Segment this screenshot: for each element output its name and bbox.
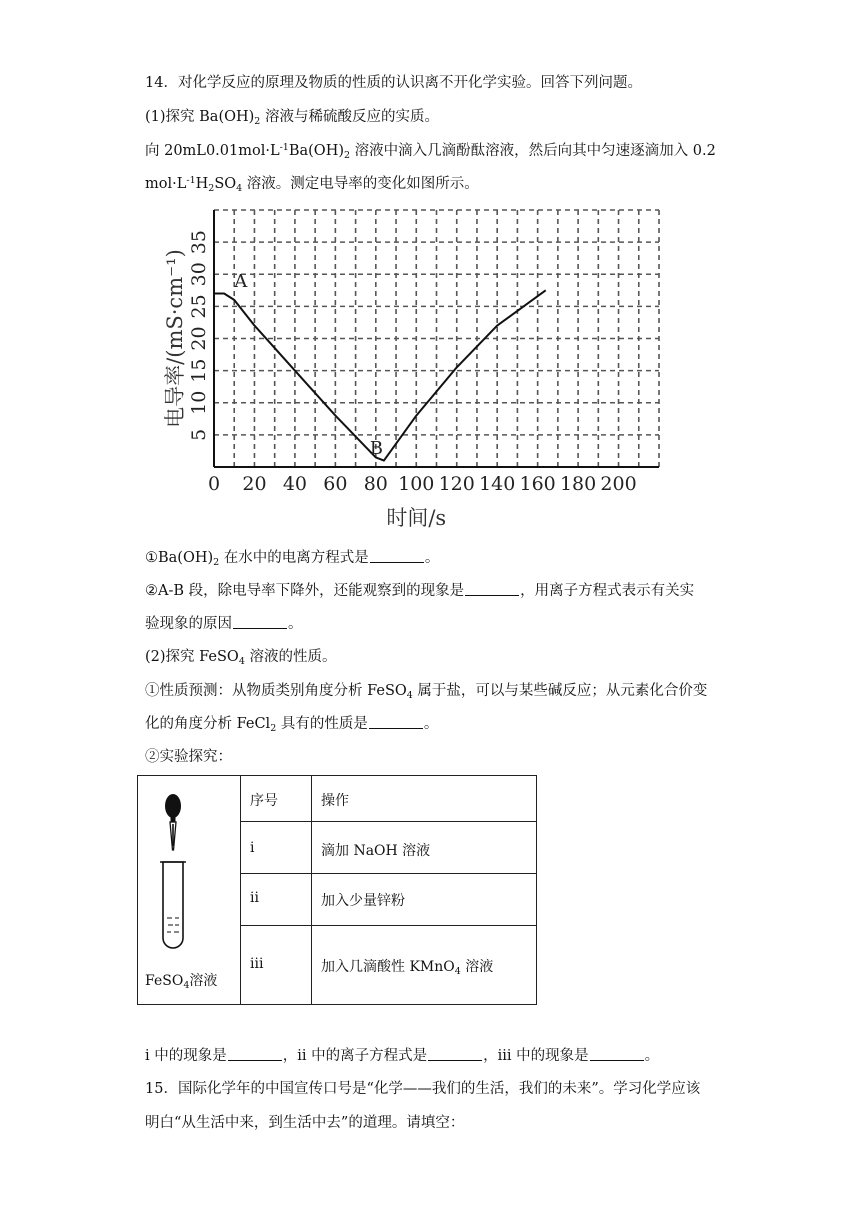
part1-description-line1: 向 $20mL0.01mol\cdot L^{-1}Ba(OH)_2$ 溶液中滴入几滴酚酞溶液，然后向其中匀速逐滴加入 0.2	[145, 142, 716, 161]
part2-sub1-line2: 化的角度分析 FeCl$_2$ 具有的性质是 。	[145, 716, 439, 734]
q15-line2: 明白“从生活中来，到生活中去”的道理。请填空：	[145, 1115, 465, 1131]
answer-blank[interactable]	[590, 1048, 644, 1061]
part2-heading: (2)探究 FeSO$_4$ 溶液的性质。	[145, 649, 337, 667]
apparatus-cell	[138, 776, 241, 1005]
row-index: iii	[241, 926, 312, 1005]
experiment-table	[137, 775, 537, 1005]
dropper-and-test-tube-icon	[152, 788, 212, 968]
part1-description-line2: $mol\cdot L^{-1}H_2SO_4$ 溶液。测定电导率的变化如图所示。	[145, 175, 479, 194]
row-operation: 加入少量锌粉	[312, 874, 537, 926]
y-tick-label: 25	[188, 294, 210, 319]
answer-blank[interactable]	[369, 716, 423, 729]
x-tick-label: 100	[398, 473, 435, 495]
row-index: ii	[241, 874, 312, 926]
answer-blank[interactable]	[228, 1048, 282, 1061]
part1-sub2-line1: ②A-B 段，除电导率下降外，还能观察到的现象是 ，用离子方程式表示有关实	[145, 583, 695, 599]
y-tick-label: 30	[188, 262, 210, 287]
table-header-index: 序号	[241, 776, 312, 822]
x-tick-label: 180	[559, 473, 597, 495]
conductivity-chart	[150, 200, 690, 540]
part1-sub1: $①Ba(OH)_2$ 在水中的电离方程式是 。	[145, 550, 440, 568]
x-tick-label: 40	[282, 473, 308, 495]
y-tick-label: 15	[188, 358, 210, 383]
row-operation: 滴加 NaOH 溶液	[312, 822, 537, 874]
x-tick-label: 120	[438, 473, 475, 495]
table-header-operation: 操作	[312, 776, 537, 822]
x-tick-label: 80	[363, 473, 388, 495]
point-label-B: B	[369, 438, 383, 460]
part2-answers: i 中的现象是 ，ii 中的离子方程式是 ，iii 中的现象是 。	[145, 1048, 660, 1064]
part1-heading: (1)探究 $Ba(OH)_2$ 溶液与稀硫酸反应的实质。	[145, 109, 439, 127]
y-axis-title: 电导率/(mS·cm⁻¹)	[163, 249, 187, 428]
row-operation: 加入几滴酸性 KMnO$_4$ 溶液	[312, 926, 537, 1005]
x-tick-label: 140	[479, 473, 516, 495]
q15-line1: 15．国际化学年的中国宣传口号是“化学——我们的生活，我们的未来”。学习化学应该	[145, 1081, 701, 1097]
point-label-A: A	[234, 271, 248, 293]
answer-blank[interactable]	[428, 1048, 482, 1061]
x-tick-label: 200	[600, 473, 637, 495]
answer-blank[interactable]	[233, 616, 287, 629]
answer-blank[interactable]	[370, 550, 424, 563]
y-tick-label: 5	[188, 428, 210, 441]
answer-blank[interactable]	[465, 583, 519, 596]
y-tick-label: 10	[188, 390, 210, 415]
x-tick-label: 160	[519, 473, 556, 495]
row-index: i	[241, 822, 312, 874]
part2-sub2: ②实验探究：	[145, 749, 232, 765]
apparatus-label: FeSO$_4$溶液	[145, 973, 218, 991]
x-tick-label: 20	[242, 473, 267, 495]
x-axis-title: 时间/s	[386, 506, 447, 530]
part2-sub1-line1: ①性质预测：从物质类别角度分析 FeSO$_4$ 属于盐，可以与某些碱反应；从元素化合价变	[145, 683, 708, 701]
x-tick-label: 60	[323, 473, 348, 495]
y-tick-label: 20	[188, 326, 210, 351]
x-tick-label: 0	[207, 473, 221, 495]
q14-title: 14．对化学反应的原理及物质的性质的认识离不开化学实验。回答下列问题。	[145, 75, 642, 91]
y-tick-label: 35	[188, 230, 210, 255]
part1-sub2-line2: 验现象的原因 。	[145, 616, 303, 632]
